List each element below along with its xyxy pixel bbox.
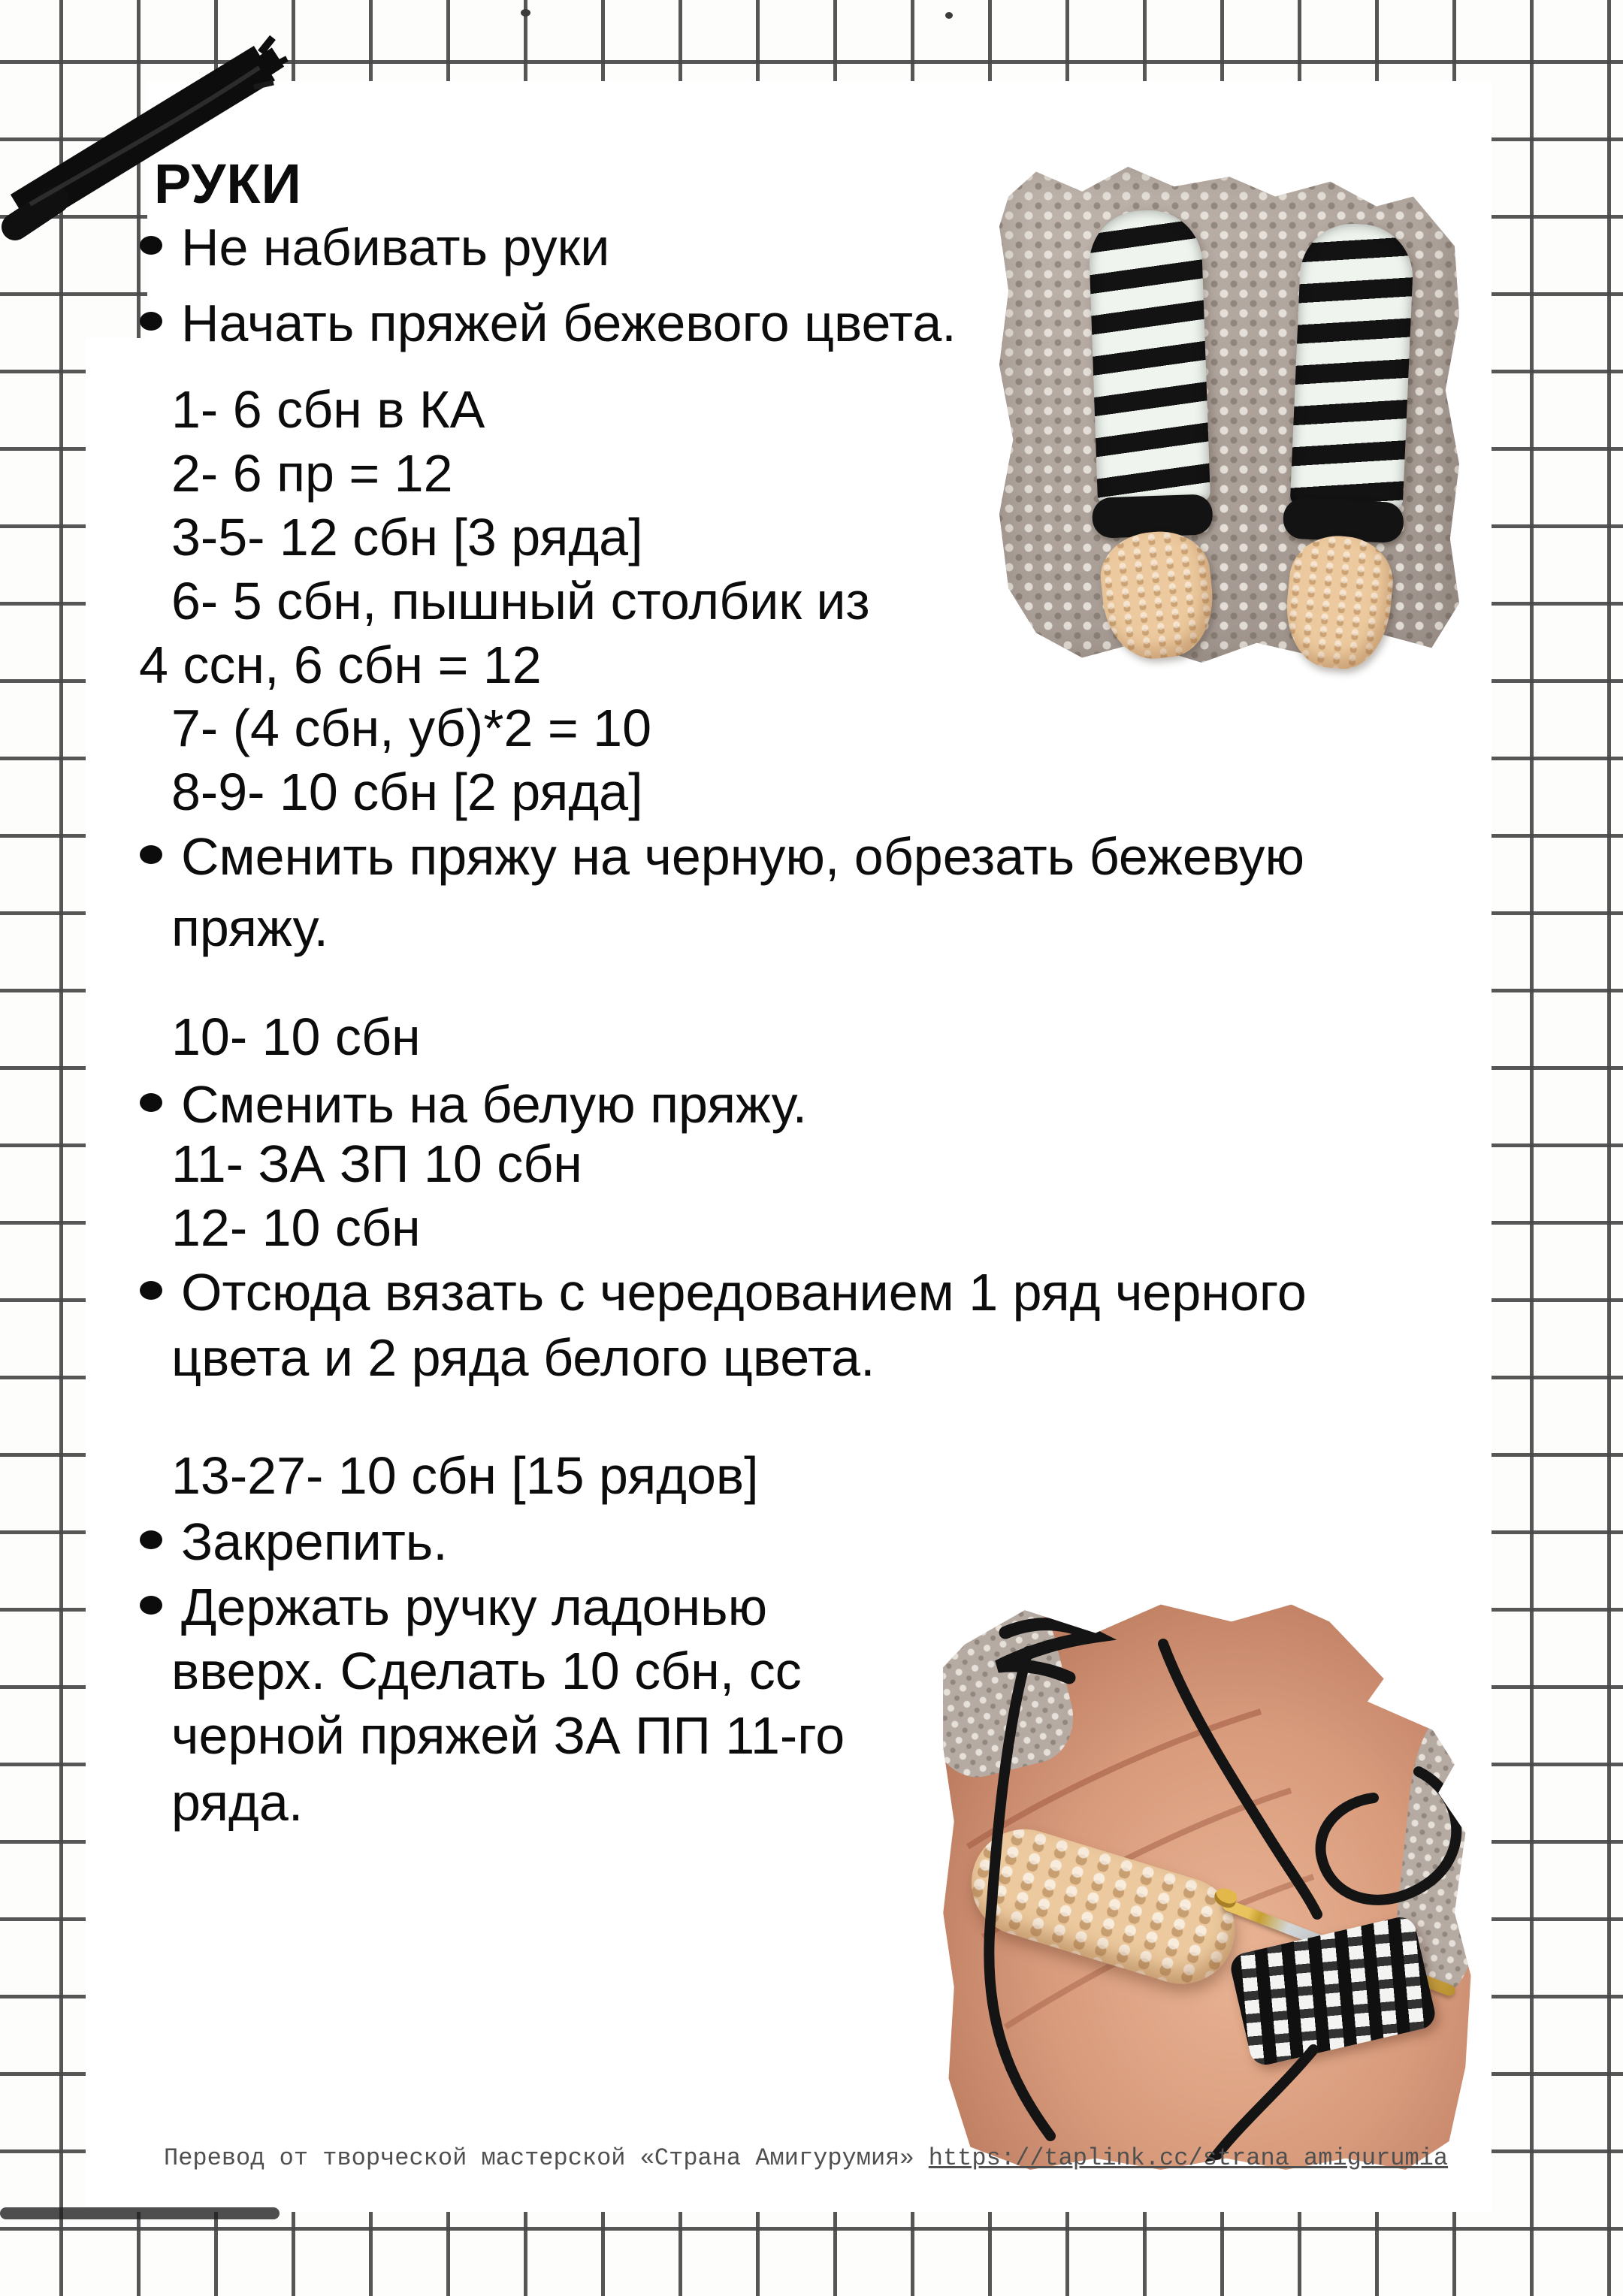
pattern-line-text: 10- 10 сбн <box>171 1008 421 1066</box>
pattern-line-text: 4 ссн, 6 сбн = 12 <box>139 636 542 694</box>
pattern-line <box>140 827 1304 886</box>
striped-sleeve <box>1088 209 1211 507</box>
pattern-line-text: 12- 10 сбн <box>171 1198 421 1257</box>
pattern-line <box>171 444 453 503</box>
pattern-line <box>140 1075 808 1134</box>
pattern-line-text: 3-5- 12 сбн [3 ряда] <box>171 508 643 566</box>
pattern-line <box>171 508 643 566</box>
pattern-line <box>140 1512 448 1571</box>
footer-link[interactable]: https://taplink.cc/strana_amigurumia <box>928 2144 1449 2172</box>
paper-speck <box>945 12 953 19</box>
pattern-line-text: Начать пряжей бежевого цвета. <box>181 294 957 352</box>
crocheted-arm-right <box>1278 222 1421 678</box>
pattern-line-text: Отсюда вязать с чередованием 1 ряд черного <box>181 1263 1307 1322</box>
pattern-line <box>171 572 870 630</box>
pattern-line <box>171 1008 421 1066</box>
pattern-line <box>140 1263 1307 1322</box>
footer-credit <box>164 2144 1448 2173</box>
pattern-line-text: вверх. Сделать 10 сбн, сс <box>171 1642 802 1700</box>
pattern-line <box>171 1773 304 1832</box>
pattern-line <box>171 1198 421 1257</box>
page-title: РУКИ <box>154 153 302 215</box>
pattern-line-text: Не набивать руки <box>181 218 610 276</box>
pattern-line-text: Сменить пряжу на черную, обрезать бежевую <box>181 827 1304 886</box>
pattern-line <box>171 899 329 957</box>
beige-hand <box>1281 531 1397 672</box>
pattern-line <box>171 699 652 757</box>
pattern-line-text: пряжу. <box>171 899 329 957</box>
pattern-line <box>171 1328 875 1387</box>
pattern-line-text: 1- 6 сбн в КА <box>171 380 485 439</box>
pattern-line <box>171 380 485 439</box>
pattern-line-text: ряда. <box>171 1773 304 1832</box>
pattern-line <box>139 636 542 694</box>
bullet-dot <box>140 1596 162 1615</box>
bullet-dot <box>140 312 162 331</box>
pattern-line <box>171 1134 582 1193</box>
pattern-line-text: Держать ручку ладонью <box>181 1578 768 1636</box>
bullet-dot <box>140 1093 162 1112</box>
pattern-line-text: 11- ЗА ЗП 10 сбн <box>171 1134 582 1193</box>
pattern-line-text: 13-27- 10 сбн [15 рядов] <box>171 1446 759 1505</box>
bullet-dot <box>140 1530 162 1549</box>
pattern-line-text: Закрепить. <box>181 1512 448 1571</box>
pattern-line <box>171 1446 759 1505</box>
pattern-line <box>171 1642 802 1700</box>
pattern-line <box>171 1706 845 1765</box>
pattern-line-text: 2- 6 пр = 12 <box>171 444 453 503</box>
bullet-dot <box>140 845 162 864</box>
pattern-line-text: 7- (4 сбн, уб)*2 = 10 <box>171 699 652 757</box>
pattern-line-text: черной пряжей ЗА ПП 11-го <box>171 1706 845 1765</box>
ink-smudge <box>0 2207 280 2219</box>
footer-text: Перевод от творческой мастерской «Страна Амигурумия» <box>164 2144 929 2172</box>
beige-hand <box>1096 527 1219 663</box>
pattern-line-text: 8-9- 10 сбн [2 ряда] <box>171 763 643 821</box>
marker-scribble <box>0 15 323 285</box>
crocheted-arm-left <box>1084 208 1223 663</box>
pattern-line-text: цвета и 2 ряда белого цвета. <box>171 1328 875 1387</box>
pattern-line-text: 6- 5 сбн, пышный столбик из <box>171 572 870 630</box>
pattern-line <box>140 294 957 352</box>
photo-crocheted-arms <box>999 167 1459 663</box>
pattern-line-text: Сменить на белую пряжу. <box>181 1075 808 1134</box>
pattern-line <box>140 1578 768 1636</box>
striped-sleeve <box>1290 222 1415 512</box>
pattern-line <box>171 763 643 821</box>
bullet-dot <box>140 1281 162 1300</box>
paper-speck <box>521 9 530 17</box>
